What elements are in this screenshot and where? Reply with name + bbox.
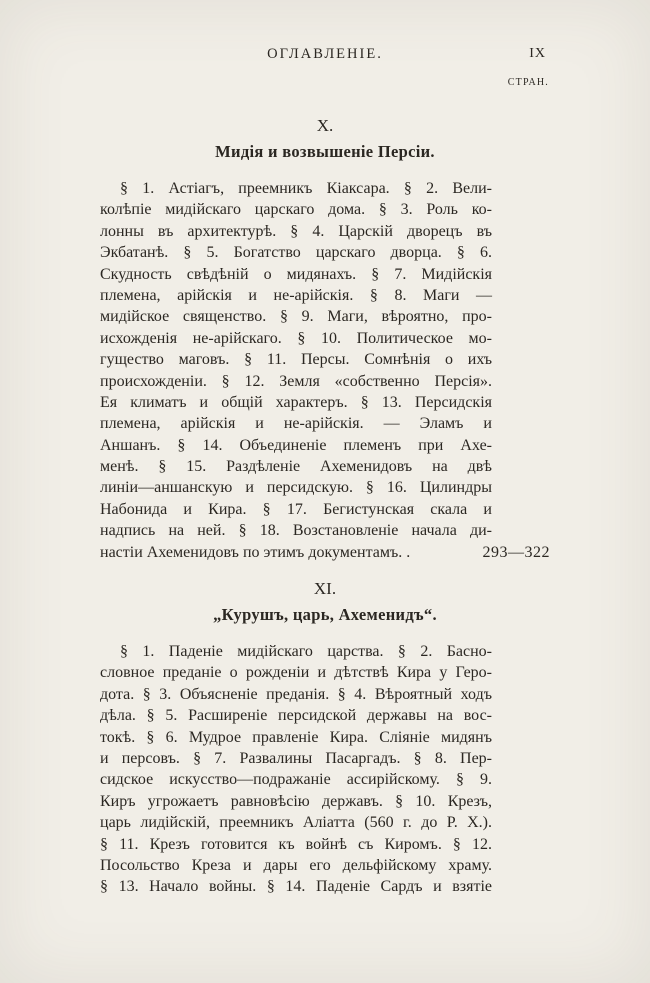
page-range: 293—322 (482, 543, 550, 561)
toc-line: мидійское священство. § 9. Маги, вѣроятно, про- (100, 308, 492, 326)
section-number: X. (316, 116, 334, 135)
toc-line: Набонида и Кира. § 17. Бегистунская скала и (100, 500, 492, 518)
toc-line: надпись на ней. § 18. Возстановленіе начала ди- (100, 522, 492, 540)
toc-line: исхожденія не-арійскаго. § 10. Политическое мо- (100, 329, 492, 347)
section-title: Мидія и возвышеніе Персіи. (215, 142, 435, 161)
section-title: „Курушъ, царь, Ахеменидъ“. (213, 605, 437, 625)
toc-line: происхожденіи. § 12. Земля «собственно Персія». (100, 372, 492, 390)
page-number: IX (529, 46, 546, 61)
toc-line: Киръ угрожаетъ равновѣсію державъ. § 10. Крезъ, (100, 792, 492, 810)
text-block (100, 0, 550, 898)
section-body (100, 641, 550, 898)
toc-section-xi (100, 579, 550, 898)
toc-line: гущество маговъ. § 11. Персы. Сомнѣнія о ихъ (100, 351, 492, 369)
toc-line: § 11. Крезъ готовится къ войнѣ съ Киромъ. § 12. (100, 835, 492, 853)
pages-column-header: СТРАН. (507, 77, 549, 88)
toc-line: словное преданіе о рожденіи и дѣтствѣ Кира у Геро- (100, 664, 492, 682)
toc-line-text: настіи Ахеменидовъ по этимъ документамъ. . (100, 543, 411, 561)
toc-line: Аншанъ. § 14. Объединеніе племенъ при Ахе- (100, 436, 492, 454)
toc-line: Скудность свѣдѣній о мидянахъ. § 7. Мидійскія (100, 265, 492, 283)
page-header (100, 0, 550, 62)
section-number: XI. (313, 579, 337, 599)
toc-line: сидское искусство—подражаніе ассирійскому. § 9. (100, 771, 492, 789)
toc-line: менѣ. § 15. Раздѣленіе Ахеменидовъ на двѣ (100, 458, 492, 476)
toc-line: § 13. Начало войны. § 14. Паденіе Сардъ и взятіе (100, 878, 492, 896)
toc-line: колѣпіе мидійскаго царскаго дома. § 3. Роль ко- (100, 201, 492, 219)
toc-line: царь лидійскій, преемникъ Аліатта (560 г. до Р. Х.). (100, 814, 492, 832)
toc-line: § 1. Паденіе мидійскаго царства. § 2. Басно- (120, 643, 492, 661)
toc-line: линіи—аншанскую и персидскую. § 16. Цилиндры (100, 479, 492, 497)
toc-section-x (100, 116, 550, 563)
toc-line: племена, арійскія и не-арійскія. — Эламъ и (100, 415, 492, 433)
toc-line: Посольство Креза и дары его дельфійскому храму. (100, 856, 492, 874)
toc-line: токѣ. § 6. Мудрое правленіе Кира. Сліяніе мидянъ (100, 728, 492, 746)
toc-line: племена, арійскія и не-арійскія. § 8. Маги — (100, 286, 492, 304)
section-body (100, 178, 550, 563)
toc-line: Экбатанѣ. § 5. Богатство царскаго дворца. § 6. (100, 244, 492, 262)
toc-line: Ея климатъ и общій характеръ. § 13. Персидскія (100, 393, 492, 411)
toc-line: и персовъ. § 7. Развалины Пасаргадъ. § 8. Пер- (100, 749, 492, 767)
toc-line: § 1. Астіагъ, преемникъ Кіаксара. § 2. Вели- (120, 180, 492, 197)
running-title: ОГЛАВЛЕНІЕ. (267, 46, 383, 62)
toc-line (100, 542, 550, 563)
toc-line: дота. § 3. Объясненіе преданія. § 4. Вѣроятный ходъ (100, 685, 492, 703)
toc-line: дѣла. § 5. Расширеніе персидской державы на вос- (100, 707, 492, 725)
toc-line: лонны въ архитектурѣ. § 4. Царскій дворецъ въ (100, 222, 492, 240)
